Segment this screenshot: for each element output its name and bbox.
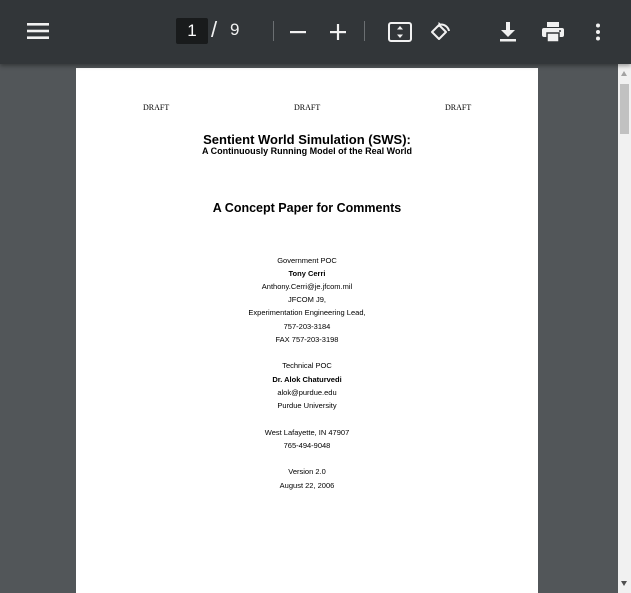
plus-icon[interactable]: [327, 22, 349, 42]
draft-watermark: DRAFT: [143, 103, 170, 112]
rotate-icon[interactable]: [427, 19, 453, 45]
tech-poc-org: Purdue University: [277, 401, 337, 410]
gov-poc-email: Anthony.Cerri@je.jfcom.mil: [261, 282, 353, 291]
gov-poc-org: JFCOM J9,: [288, 295, 326, 304]
draft-watermark: DRAFT: [294, 103, 321, 112]
scroll-down-arrow-icon[interactable]: [621, 581, 627, 586]
page-separator: /: [211, 17, 218, 42]
pdf-page: [76, 68, 538, 593]
toolbar-divider: [364, 21, 365, 41]
gov-poc-label: Government POC: [277, 256, 337, 265]
minus-icon[interactable]: [287, 22, 309, 42]
document-viewer[interactable]: [0, 64, 618, 593]
address: West Lafayette, IN 47907: [264, 428, 350, 437]
scrollbar-thumb[interactable]: [620, 84, 629, 134]
gov-poc-fax: FAX 757-203-3198: [275, 335, 339, 344]
document-subtitle: A Continuously Running Model of the Real World: [202, 146, 412, 156]
document-title: Sentient World Simulation (SWS):: [203, 132, 411, 147]
vertical-scrollbar[interactable]: [618, 64, 631, 593]
document-heading: A Concept Paper for Comments: [212, 201, 402, 215]
document-date: August 22, 2006: [279, 481, 335, 490]
gov-poc-phone: 757-203-3184: [283, 322, 331, 331]
gov-poc-role: Experimentation Engineering Lead,: [248, 308, 366, 317]
fit-to-page-icon[interactable]: [387, 20, 413, 44]
tech-poc-email: alok@purdue.edu: [277, 388, 337, 397]
menu-icon[interactable]: [24, 19, 52, 43]
tech-poc-label: Technical POC: [282, 361, 332, 370]
total-pages: 9: [230, 20, 240, 39]
scroll-up-arrow-icon[interactable]: [621, 71, 627, 76]
draft-watermark: DRAFT: [445, 103, 472, 112]
address-phone: 765-494-9048: [283, 441, 331, 450]
tech-poc-name: Dr. Alok Chaturvedi: [272, 375, 342, 384]
more-vert-icon[interactable]: [591, 20, 605, 44]
print-icon[interactable]: [541, 20, 565, 44]
pdf-toolbar: [0, 0, 631, 64]
document-version: Version 2.0: [288, 467, 326, 476]
download-icon[interactable]: [497, 20, 519, 44]
toolbar-divider: [273, 21, 274, 41]
page-number-input[interactable]: [176, 18, 208, 44]
gov-poc-name: Tony Cerri: [288, 269, 326, 278]
